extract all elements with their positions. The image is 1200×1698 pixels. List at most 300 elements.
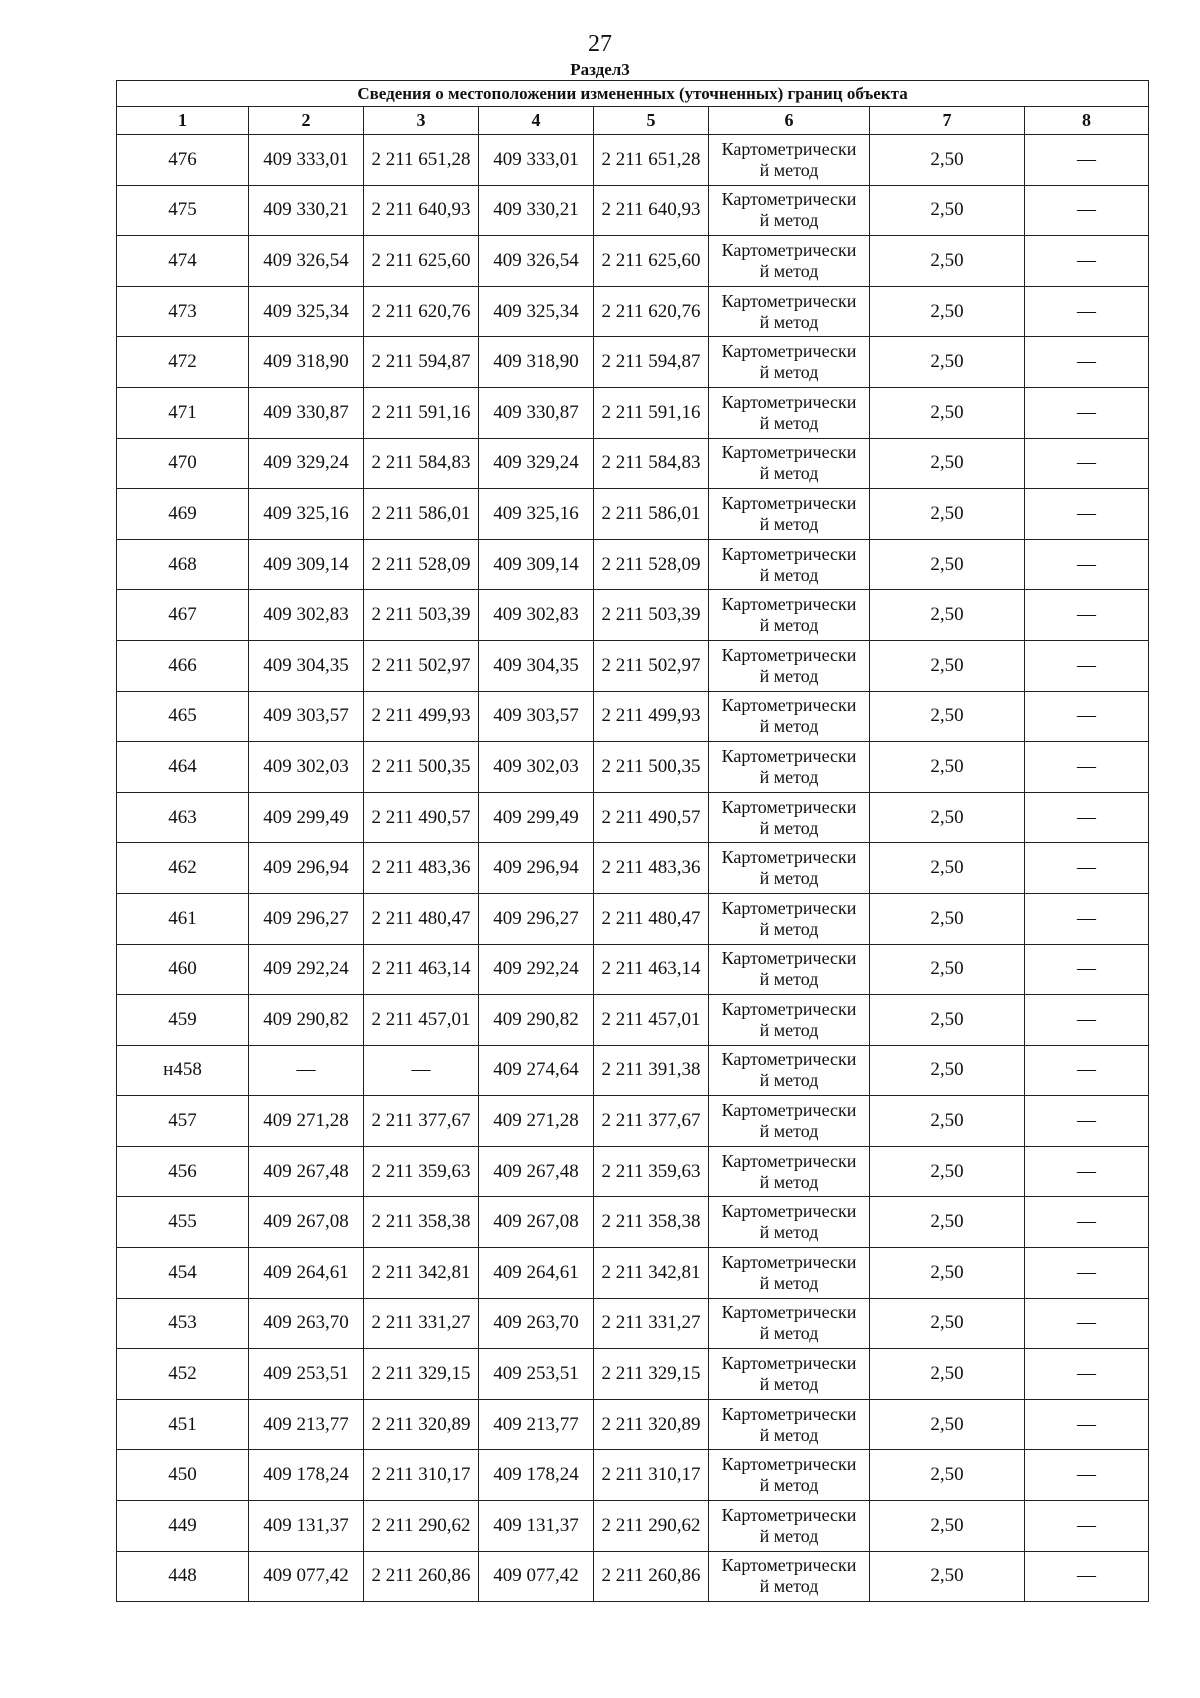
table-row — [117, 1045, 1149, 1096]
accuracy-cell: 2,50 — [870, 995, 1025, 1046]
point-number-cell: 448 — [117, 1551, 249, 1602]
accuracy-cell: 2,50 — [870, 236, 1025, 287]
table-row — [117, 236, 1149, 287]
new-y-cell: 2 211 457,01 — [594, 995, 709, 1046]
method-text-line: й метод — [759, 1019, 819, 1040]
new-y-cell: 2 211 329,15 — [594, 1349, 709, 1400]
column-header: 3 — [364, 107, 479, 135]
method-text-line: Картометрически — [721, 290, 857, 311]
column-header: 7 — [870, 107, 1025, 135]
accuracy-cell: 2,50 — [870, 539, 1025, 590]
new-y-cell: 2 211 359,63 — [594, 1146, 709, 1197]
new-y-cell: 2 211 320,89 — [594, 1399, 709, 1450]
accuracy-cell: 2,50 — [870, 1197, 1025, 1248]
new-x-cell: 409 292,24 — [479, 944, 594, 995]
old-y-cell: 2 211 329,15 — [364, 1349, 479, 1400]
old-y-cell: 2 211 483,36 — [364, 843, 479, 894]
method-text-line: й метод — [759, 1323, 819, 1344]
new-y-cell: 2 211 640,93 — [594, 185, 709, 236]
section-title: Раздел3 — [570, 60, 630, 79]
column-header: 4 — [479, 107, 594, 135]
old-y-cell: 2 211 331,27 — [364, 1298, 479, 1349]
new-x-cell: 409 330,87 — [479, 387, 594, 438]
point-number-cell: 464 — [117, 742, 249, 793]
old-x-cell: 409 302,83 — [249, 590, 364, 641]
method-cell — [709, 590, 870, 641]
description-cell: — — [1025, 135, 1149, 186]
accuracy-cell: 2,50 — [870, 1399, 1025, 1450]
method-cell — [709, 1096, 870, 1147]
method-cell — [709, 1298, 870, 1349]
new-x-cell: 409 296,94 — [479, 843, 594, 894]
method-text-line: Картометрически — [721, 1403, 857, 1424]
table-row — [117, 995, 1149, 1046]
old-y-cell: 2 211 463,14 — [364, 944, 479, 995]
old-y-cell: 2 211 320,89 — [364, 1399, 479, 1450]
new-x-cell: 409 263,70 — [479, 1298, 594, 1349]
new-y-cell: 2 211 620,76 — [594, 286, 709, 337]
accuracy-cell: 2,50 — [870, 843, 1025, 894]
new-y-cell: 2 211 591,16 — [594, 387, 709, 438]
method-text-line: й метод — [759, 260, 819, 281]
method-text-line: й метод — [759, 564, 819, 585]
table-row — [117, 185, 1149, 236]
description-cell: — — [1025, 1298, 1149, 1349]
table-row — [117, 135, 1149, 186]
method-text-line: Картометрически — [721, 1302, 857, 1323]
old-y-cell: 2 211 625,60 — [364, 236, 479, 287]
table-caption: Сведения о местоположении измененных (уточненных) границ объекта — [117, 81, 1149, 107]
description-cell: — — [1025, 843, 1149, 894]
new-x-cell: 409 299,49 — [479, 792, 594, 843]
point-number-cell: 450 — [117, 1450, 249, 1501]
old-x-cell: 409 292,24 — [249, 944, 364, 995]
old-y-cell: 2 211 586,01 — [364, 489, 479, 540]
point-number-cell: 469 — [117, 489, 249, 540]
method-cell — [709, 286, 870, 337]
method-text-line: й метод — [759, 716, 819, 737]
method-text-line: Картометрически — [721, 1454, 857, 1475]
method-text-line: Картометрически — [721, 1251, 857, 1272]
old-y-cell: 2 211 260,86 — [364, 1551, 479, 1602]
description-cell: — — [1025, 1248, 1149, 1299]
old-x-cell: 409 318,90 — [249, 337, 364, 388]
method-cell — [709, 995, 870, 1046]
table-row — [117, 489, 1149, 540]
old-x-cell: 409 299,49 — [249, 792, 364, 843]
point-number-cell: 473 — [117, 286, 249, 337]
description-cell: — — [1025, 1349, 1149, 1400]
point-number-cell: н458 — [117, 1045, 249, 1096]
method-text-line: Картометрически — [721, 341, 857, 362]
accuracy-cell: 2,50 — [870, 742, 1025, 793]
old-x-cell: 409 333,01 — [249, 135, 364, 186]
new-x-cell: 409 302,83 — [479, 590, 594, 641]
old-x-cell: 409 326,54 — [249, 236, 364, 287]
point-number-cell: 476 — [117, 135, 249, 186]
new-x-cell: 409 131,37 — [479, 1501, 594, 1552]
old-x-cell: — — [249, 1045, 364, 1096]
old-x-cell: 409 271,28 — [249, 1096, 364, 1147]
old-x-cell: 409 304,35 — [249, 640, 364, 691]
point-number-cell: 453 — [117, 1298, 249, 1349]
point-number-cell: 456 — [117, 1146, 249, 1197]
description-cell: — — [1025, 1146, 1149, 1197]
point-number-cell: 474 — [117, 236, 249, 287]
accuracy-cell: 2,50 — [870, 286, 1025, 337]
column-header-row — [117, 107, 1149, 135]
description-cell: — — [1025, 1197, 1149, 1248]
description-cell: — — [1025, 489, 1149, 540]
method-text-line: Картометрически — [721, 189, 857, 210]
method-text-line: й метод — [759, 1475, 819, 1496]
new-x-cell: 409 178,24 — [479, 1450, 594, 1501]
table-row — [117, 640, 1149, 691]
accuracy-cell: 2,50 — [870, 792, 1025, 843]
method-cell — [709, 1551, 870, 1602]
point-number-cell: 461 — [117, 893, 249, 944]
point-number-cell: 466 — [117, 640, 249, 691]
description-cell: — — [1025, 1501, 1149, 1552]
new-x-cell: 409 213,77 — [479, 1399, 594, 1450]
method-text-line: й метод — [759, 159, 819, 180]
method-text-line: й метод — [759, 615, 819, 636]
method-cell — [709, 539, 870, 590]
new-y-cell: 2 211 331,27 — [594, 1298, 709, 1349]
new-y-cell: 2 211 625,60 — [594, 236, 709, 287]
new-x-cell: 409 303,57 — [479, 691, 594, 742]
point-number-cell: 451 — [117, 1399, 249, 1450]
method-text-line: й метод — [759, 362, 819, 383]
new-y-cell: 2 211 463,14 — [594, 944, 709, 995]
old-x-cell: 409 309,14 — [249, 539, 364, 590]
old-x-cell: 409 296,94 — [249, 843, 364, 894]
accuracy-cell: 2,50 — [870, 1298, 1025, 1349]
old-x-cell: 409 267,08 — [249, 1197, 364, 1248]
point-number-cell: 449 — [117, 1501, 249, 1552]
accuracy-cell: 2,50 — [870, 1349, 1025, 1400]
old-x-cell: 409 330,87 — [249, 387, 364, 438]
old-y-cell: 2 211 500,35 — [364, 742, 479, 793]
old-y-cell: 2 211 457,01 — [364, 995, 479, 1046]
new-y-cell: 2 211 480,47 — [594, 893, 709, 944]
method-text-line: Картометрически — [721, 1100, 857, 1121]
method-text-line: Картометрически — [721, 543, 857, 564]
table-row — [117, 539, 1149, 590]
description-cell: — — [1025, 1450, 1149, 1501]
method-text-line: Картометрически — [721, 442, 857, 463]
table-row — [117, 1096, 1149, 1147]
new-x-cell: 409 325,16 — [479, 489, 594, 540]
method-cell — [709, 1450, 870, 1501]
column-header: 1 — [117, 107, 249, 135]
old-x-cell: 409 077,42 — [249, 1551, 364, 1602]
new-x-cell: 409 267,08 — [479, 1197, 594, 1248]
description-cell: — — [1025, 1399, 1149, 1450]
method-text-line: Картометрически — [721, 1504, 857, 1525]
new-x-cell: 409 077,42 — [479, 1551, 594, 1602]
method-cell — [709, 1501, 870, 1552]
table-row — [117, 1146, 1149, 1197]
accuracy-cell: 2,50 — [870, 590, 1025, 641]
table-row — [117, 286, 1149, 337]
new-x-cell: 409 253,51 — [479, 1349, 594, 1400]
method-text-line: Картометрически — [721, 1555, 857, 1576]
point-number-cell: 471 — [117, 387, 249, 438]
old-x-cell: 409 325,34 — [249, 286, 364, 337]
method-text-line: Картометрически — [721, 796, 857, 817]
old-y-cell: 2 211 342,81 — [364, 1248, 479, 1299]
method-text-line: Картометрически — [721, 138, 857, 159]
method-text-line: й метод — [759, 412, 819, 433]
accuracy-cell: 2,50 — [870, 1096, 1025, 1147]
accuracy-cell: 2,50 — [870, 489, 1025, 540]
method-cell — [709, 185, 870, 236]
new-y-cell: 2 211 584,83 — [594, 438, 709, 489]
accuracy-cell: 2,50 — [870, 1450, 1025, 1501]
column-header: 8 — [1025, 107, 1149, 135]
table-row — [117, 843, 1149, 894]
old-x-cell: 409 267,48 — [249, 1146, 364, 1197]
description-cell: — — [1025, 893, 1149, 944]
point-number-cell: 462 — [117, 843, 249, 894]
method-text-line: Картометрически — [721, 391, 857, 412]
method-cell — [709, 1146, 870, 1197]
method-text-line: Картометрически — [721, 239, 857, 260]
new-x-cell: 409 264,61 — [479, 1248, 594, 1299]
accuracy-cell: 2,50 — [870, 1248, 1025, 1299]
method-text-line: Картометрически — [721, 695, 857, 716]
new-y-cell: 2 211 391,38 — [594, 1045, 709, 1096]
method-text-line: Картометрически — [721, 1353, 857, 1374]
description-cell: — — [1025, 792, 1149, 843]
method-text-line: Картометрически — [721, 594, 857, 615]
page-number: 27 — [588, 31, 612, 57]
method-text-line: й метод — [759, 1525, 819, 1546]
table-row — [117, 1349, 1149, 1400]
method-text-line: й метод — [759, 463, 819, 484]
point-number-cell: 467 — [117, 590, 249, 641]
old-y-cell: 2 211 594,87 — [364, 337, 479, 388]
old-y-cell: 2 211 502,97 — [364, 640, 479, 691]
method-text-line: й метод — [759, 513, 819, 534]
table-row — [117, 590, 1149, 641]
method-cell — [709, 792, 870, 843]
column-header: 6 — [709, 107, 870, 135]
point-number-cell: 465 — [117, 691, 249, 742]
method-text-line: й метод — [759, 1171, 819, 1192]
method-text-line: й метод — [759, 817, 819, 838]
method-text-line: Картометрически — [721, 492, 857, 513]
old-x-cell: 409 131,37 — [249, 1501, 364, 1552]
method-cell — [709, 489, 870, 540]
new-x-cell: 409 302,03 — [479, 742, 594, 793]
table-row — [117, 387, 1149, 438]
accuracy-cell: 2,50 — [870, 1146, 1025, 1197]
method-text-line: Картометрически — [721, 745, 857, 766]
method-cell — [709, 691, 870, 742]
description-cell: — — [1025, 691, 1149, 742]
description-cell: — — [1025, 539, 1149, 590]
method-text-line: й метод — [759, 1576, 819, 1597]
new-x-cell: 409 271,28 — [479, 1096, 594, 1147]
description-cell: — — [1025, 185, 1149, 236]
accuracy-cell: 2,50 — [870, 185, 1025, 236]
method-text-line: Картометрически — [721, 1150, 857, 1171]
method-text-line: й метод — [759, 210, 819, 231]
method-cell — [709, 387, 870, 438]
description-cell: — — [1025, 236, 1149, 287]
method-text-line: Картометрически — [721, 998, 857, 1019]
method-text-line: й метод — [759, 1272, 819, 1293]
new-y-cell: 2 211 500,35 — [594, 742, 709, 793]
method-text-line: й метод — [759, 766, 819, 787]
method-text-line: й метод — [759, 1424, 819, 1445]
table-row — [117, 893, 1149, 944]
table-body — [117, 135, 1149, 1602]
old-x-cell: 409 253,51 — [249, 1349, 364, 1400]
table-row — [117, 337, 1149, 388]
method-text-line: Картометрически — [721, 897, 857, 918]
accuracy-cell: 2,50 — [870, 640, 1025, 691]
old-x-cell: 409 303,57 — [249, 691, 364, 742]
new-x-cell: 409 325,34 — [479, 286, 594, 337]
old-x-cell: 409 325,16 — [249, 489, 364, 540]
method-text-line: Картометрически — [721, 948, 857, 969]
method-cell — [709, 742, 870, 793]
old-y-cell: — — [364, 1045, 479, 1096]
point-number-cell: 463 — [117, 792, 249, 843]
method-cell — [709, 1197, 870, 1248]
accuracy-cell: 2,50 — [870, 944, 1025, 995]
point-number-cell: 460 — [117, 944, 249, 995]
table-row — [117, 944, 1149, 995]
accuracy-cell: 2,50 — [870, 893, 1025, 944]
new-y-cell: 2 211 528,09 — [594, 539, 709, 590]
accuracy-cell: 2,50 — [870, 387, 1025, 438]
old-y-cell: 2 211 528,09 — [364, 539, 479, 590]
method-text-line: й метод — [759, 1070, 819, 1091]
old-y-cell: 2 211 640,93 — [364, 185, 479, 236]
description-cell: — — [1025, 1551, 1149, 1602]
new-x-cell: 409 333,01 — [479, 135, 594, 186]
new-y-cell: 2 211 490,57 — [594, 792, 709, 843]
table-row — [117, 1450, 1149, 1501]
new-y-cell: 2 211 290,62 — [594, 1501, 709, 1552]
new-y-cell: 2 211 358,38 — [594, 1197, 709, 1248]
new-y-cell: 2 211 483,36 — [594, 843, 709, 894]
table-row — [117, 1298, 1149, 1349]
description-cell: — — [1025, 1096, 1149, 1147]
method-text-line: й метод — [759, 1121, 819, 1142]
method-text-line: Картометрически — [721, 847, 857, 868]
description-cell: — — [1025, 742, 1149, 793]
method-cell — [709, 843, 870, 894]
old-x-cell: 409 264,61 — [249, 1248, 364, 1299]
method-cell — [709, 1248, 870, 1299]
table-row — [117, 1399, 1149, 1450]
method-cell — [709, 893, 870, 944]
point-number-cell: 457 — [117, 1096, 249, 1147]
table-row — [117, 1197, 1149, 1248]
method-text-line: й метод — [759, 868, 819, 889]
new-y-cell: 2 211 377,67 — [594, 1096, 709, 1147]
new-x-cell: 409 309,14 — [479, 539, 594, 590]
point-number-cell: 472 — [117, 337, 249, 388]
old-y-cell: 2 211 358,38 — [364, 1197, 479, 1248]
description-cell: — — [1025, 640, 1149, 691]
method-text-line: й метод — [759, 1222, 819, 1243]
old-x-cell: 409 302,03 — [249, 742, 364, 793]
new-x-cell: 409 267,48 — [479, 1146, 594, 1197]
table-row — [117, 1551, 1149, 1602]
old-y-cell: 2 211 584,83 — [364, 438, 479, 489]
method-text-line: й метод — [759, 969, 819, 990]
description-cell: — — [1025, 944, 1149, 995]
method-text-line: Картометрически — [721, 644, 857, 665]
description-cell: — — [1025, 286, 1149, 337]
method-cell — [709, 1045, 870, 1096]
new-x-cell: 409 329,24 — [479, 438, 594, 489]
old-y-cell: 2 211 591,16 — [364, 387, 479, 438]
point-number-cell: 452 — [117, 1349, 249, 1400]
method-cell — [709, 1349, 870, 1400]
new-x-cell: 409 274,64 — [479, 1045, 594, 1096]
accuracy-cell: 2,50 — [870, 337, 1025, 388]
method-text-line: Картометрически — [721, 1049, 857, 1070]
point-number-cell: 468 — [117, 539, 249, 590]
accuracy-cell: 2,50 — [870, 691, 1025, 742]
method-text-line: й метод — [759, 665, 819, 686]
table-row — [117, 792, 1149, 843]
method-text-line: Картометрически — [721, 1201, 857, 1222]
old-y-cell: 2 211 377,67 — [364, 1096, 479, 1147]
old-x-cell: 409 330,21 — [249, 185, 364, 236]
description-cell: — — [1025, 590, 1149, 641]
method-cell — [709, 337, 870, 388]
point-number-cell: 459 — [117, 995, 249, 1046]
table-row — [117, 691, 1149, 742]
description-cell: — — [1025, 387, 1149, 438]
old-x-cell: 409 296,27 — [249, 893, 364, 944]
point-number-cell: 454 — [117, 1248, 249, 1299]
boundary-coordinates-table — [116, 80, 1149, 1602]
accuracy-cell: 2,50 — [870, 1045, 1025, 1096]
old-x-cell: 409 213,77 — [249, 1399, 364, 1450]
point-number-cell: 455 — [117, 1197, 249, 1248]
accuracy-cell: 2,50 — [870, 438, 1025, 489]
point-number-cell: 470 — [117, 438, 249, 489]
new-y-cell: 2 211 499,93 — [594, 691, 709, 742]
new-x-cell: 409 330,21 — [479, 185, 594, 236]
method-text-line: й метод — [759, 311, 819, 332]
table-row — [117, 438, 1149, 489]
description-cell: — — [1025, 995, 1149, 1046]
new-y-cell: 2 211 342,81 — [594, 1248, 709, 1299]
new-y-cell: 2 211 310,17 — [594, 1450, 709, 1501]
old-y-cell: 2 211 359,63 — [364, 1146, 479, 1197]
accuracy-cell: 2,50 — [870, 135, 1025, 186]
old-y-cell: 2 211 651,28 — [364, 135, 479, 186]
old-x-cell: 409 178,24 — [249, 1450, 364, 1501]
new-y-cell: 2 211 594,87 — [594, 337, 709, 388]
new-x-cell: 409 296,27 — [479, 893, 594, 944]
description-cell: — — [1025, 337, 1149, 388]
old-y-cell: 2 211 620,76 — [364, 286, 479, 337]
method-cell — [709, 438, 870, 489]
new-x-cell: 409 326,54 — [479, 236, 594, 287]
old-y-cell: 2 211 499,93 — [364, 691, 479, 742]
